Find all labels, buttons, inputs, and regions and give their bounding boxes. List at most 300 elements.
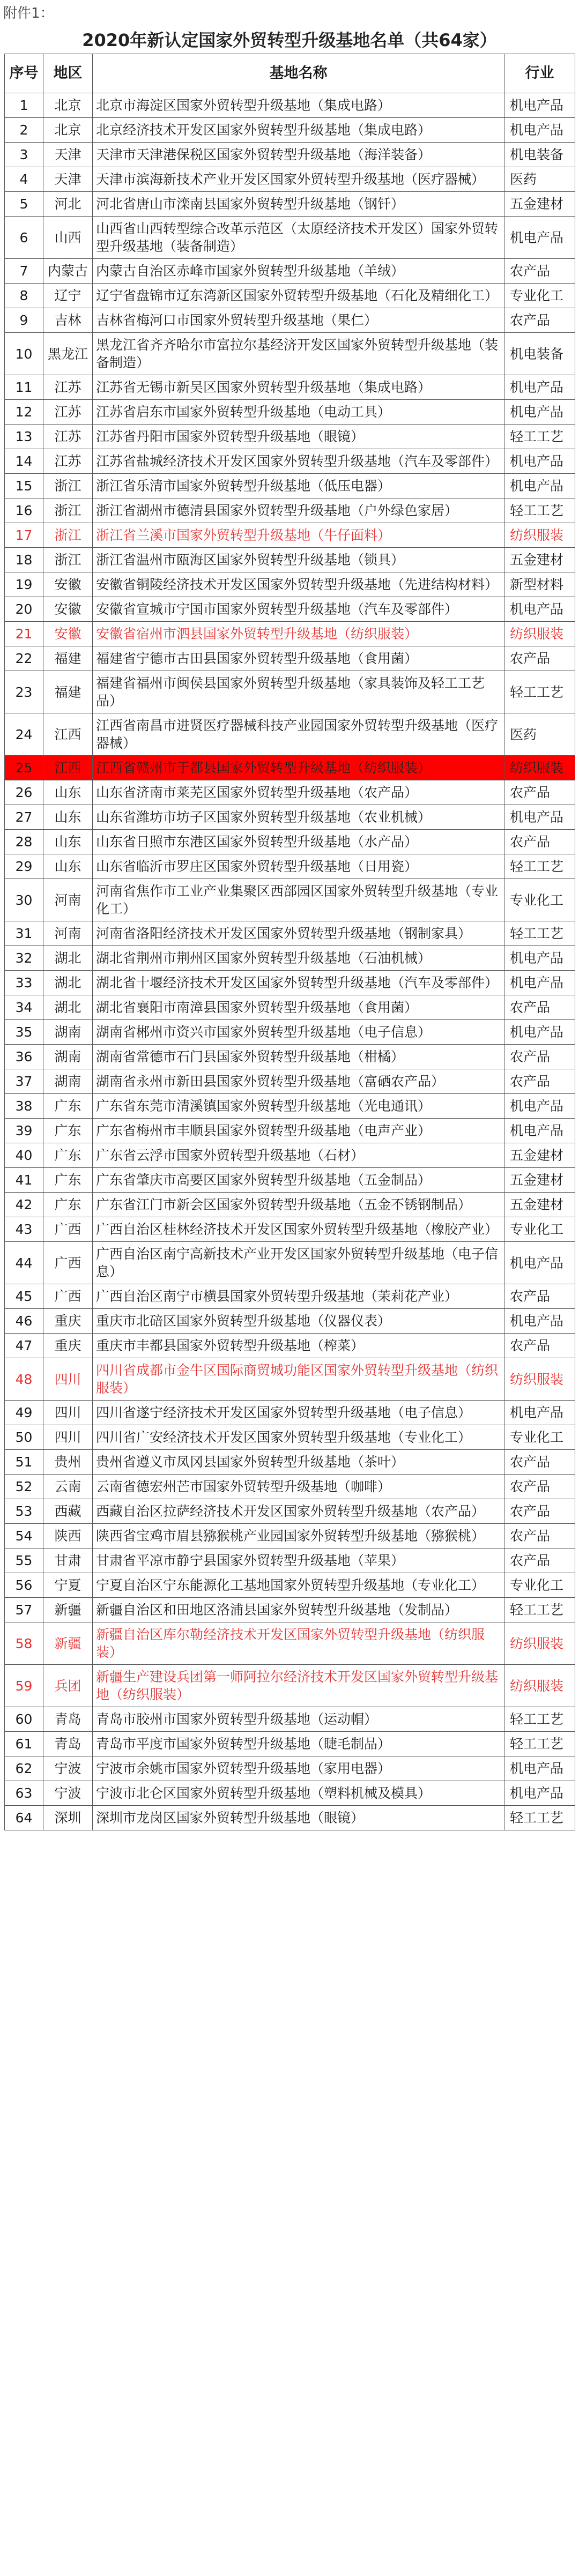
cell-no: 53	[5, 1499, 43, 1524]
table-row	[5, 308, 575, 333]
cell-no: 46	[5, 1309, 43, 1334]
cell-region: 贵州	[43, 1450, 93, 1475]
cell-industry: 农产品	[504, 1499, 575, 1524]
cell-industry: 农产品	[504, 1045, 575, 1069]
table-row	[5, 1548, 575, 1573]
cell-industry: 专业化工	[504, 1425, 575, 1450]
cell-industry: 农产品	[504, 308, 575, 333]
table-row	[5, 1622, 575, 1665]
cell-no: 57	[5, 1598, 43, 1622]
table-row	[5, 1401, 575, 1425]
cell-industry: 农产品	[504, 1548, 575, 1573]
cell-region: 新疆	[43, 1598, 93, 1622]
cell-name: 江苏省无锡市新吴区国家外贸转型升级基地（集成电路）	[93, 375, 504, 400]
cell-no: 19	[5, 572, 43, 597]
table-row	[5, 1806, 575, 1830]
cell-no: 63	[5, 1781, 43, 1806]
table-row	[5, 1168, 575, 1193]
cell-industry: 机电产品	[504, 1119, 575, 1143]
table-row	[5, 780, 575, 805]
cell-name: 西藏自治区拉萨经济技术开发区国家外贸转型升级基地（农产品）	[93, 1499, 504, 1524]
table-row	[5, 1284, 575, 1309]
cell-name: 重庆市丰都县国家外贸转型升级基地（榨菜）	[93, 1334, 504, 1358]
table-row	[5, 333, 575, 375]
cell-no: 3	[5, 143, 43, 167]
cell-region: 江苏	[43, 449, 93, 474]
cell-no: 31	[5, 921, 43, 946]
cell-no: 17	[5, 523, 43, 548]
cell-name: 广东省梅州市丰顺县国家外贸转型升级基地（电声产业）	[93, 1119, 504, 1143]
cell-no: 18	[5, 548, 43, 572]
cell-no: 7	[5, 259, 43, 284]
table-row	[5, 1499, 575, 1524]
cell-region: 湖南	[43, 1045, 93, 1069]
cell-no: 61	[5, 1732, 43, 1756]
cell-no: 41	[5, 1168, 43, 1193]
cell-name: 山东省日照市东港区国家外贸转型升级基地（水产品）	[93, 830, 504, 854]
cell-no: 40	[5, 1143, 43, 1168]
cell-region: 北京	[43, 118, 93, 143]
table-row	[5, 946, 575, 971]
cell-industry: 机电产品	[504, 946, 575, 971]
cell-industry: 轻工工艺	[504, 921, 575, 946]
cell-industry: 农产品	[504, 995, 575, 1020]
cell-no: 21	[5, 622, 43, 646]
cell-region: 山东	[43, 830, 93, 854]
cell-region: 广东	[43, 1193, 93, 1217]
cell-region: 安徽	[43, 622, 93, 646]
table-row	[5, 1217, 575, 1242]
cell-no: 29	[5, 854, 43, 879]
cell-region: 重庆	[43, 1309, 93, 1334]
cell-name: 湖北省十堰经济技术开发区国家外贸转型升级基地（汽车及零部件）	[93, 971, 504, 995]
cell-region: 陕西	[43, 1524, 93, 1548]
header-region: 地区	[43, 54, 93, 93]
cell-name: 深圳市龙岗区国家外贸转型升级基地（眼镜）	[93, 1806, 504, 1830]
cell-name: 福建省福州市闽侯县国家外贸转型升级基地（家具装饰及轻工工艺品）	[93, 671, 504, 713]
table-row	[5, 921, 575, 946]
cell-no: 13	[5, 425, 43, 449]
cell-name: 浙江省兰溪市国家外贸转型升级基地（牛仔面料）	[93, 523, 504, 548]
header-no: 序号	[5, 54, 43, 93]
table-row	[5, 375, 575, 400]
cell-industry: 机电装备	[504, 333, 575, 375]
cell-industry: 农产品	[504, 1524, 575, 1548]
cell-industry: 农产品	[504, 780, 575, 805]
cell-industry: 机电产品	[504, 1781, 575, 1806]
cell-name: 湖北省荆州市荆州区国家外贸转型升级基地（石油机械）	[93, 946, 504, 971]
cell-region: 深圳	[43, 1806, 93, 1830]
cell-name: 江苏省盐城经济技术开发区国家外贸转型升级基地（汽车及零部件）	[93, 449, 504, 474]
cell-industry: 新型材料	[504, 572, 575, 597]
cell-name: 浙江省乐清市国家外贸转型升级基地（低压电器）	[93, 474, 504, 498]
cell-no: 54	[5, 1524, 43, 1548]
cell-industry: 五金建材	[504, 1193, 575, 1217]
table-row	[5, 1334, 575, 1358]
table-row	[5, 143, 575, 167]
cell-region: 吉林	[43, 308, 93, 333]
cell-industry: 轻工工艺	[504, 671, 575, 713]
table-row	[5, 1598, 575, 1622]
table-row	[5, 971, 575, 995]
cell-industry: 轻工工艺	[504, 1732, 575, 1756]
cell-no: 2	[5, 118, 43, 143]
table-row	[5, 1094, 575, 1119]
table-row	[5, 259, 575, 284]
cell-industry: 纺织服装	[504, 1358, 575, 1401]
cell-name: 广西自治区南宁市横县国家外贸转型升级基地（茉莉花产业）	[93, 1284, 504, 1309]
cell-region: 青岛	[43, 1707, 93, 1732]
cell-region: 四川	[43, 1401, 93, 1425]
cell-name: 江苏省丹阳市国家外贸转型升级基地（眼镜）	[93, 425, 504, 449]
cell-region: 山东	[43, 854, 93, 879]
cell-no: 39	[5, 1119, 43, 1143]
table-row	[5, 1069, 575, 1094]
table-row	[5, 1045, 575, 1069]
cell-region: 江苏	[43, 400, 93, 425]
cell-name: 安徽省宣城市宁国市国家外贸转型升级基地（汽车及零部件）	[93, 597, 504, 622]
cell-industry: 机电产品	[504, 1094, 575, 1119]
table-row	[5, 713, 575, 756]
table-row	[5, 425, 575, 449]
cell-name: 宁波市余姚市国家外贸转型升级基地（家用电器）	[93, 1756, 504, 1781]
cell-name: 湖北省襄阳市南漳县国家外贸转型升级基地（食用菌）	[93, 995, 504, 1020]
cell-no: 55	[5, 1548, 43, 1573]
cell-name: 四川省成都市金牛区国际商贸城功能区国家外贸转型升级基地（纺织服装）	[93, 1358, 504, 1401]
table-row	[5, 1475, 575, 1499]
cell-region: 湖南	[43, 1069, 93, 1094]
table-row	[5, 597, 575, 622]
table-row	[5, 1665, 575, 1707]
cell-no: 36	[5, 1045, 43, 1069]
header-industry: 行业	[504, 54, 575, 93]
cell-region: 湖北	[43, 946, 93, 971]
cell-region: 福建	[43, 646, 93, 671]
table-row	[5, 498, 575, 523]
cell-no: 11	[5, 375, 43, 400]
cell-no: 23	[5, 671, 43, 713]
cell-name: 湖南省郴州市资兴市国家外贸转型升级基地（电子信息）	[93, 1020, 504, 1045]
cell-industry: 机电产品	[504, 449, 575, 474]
base-list-table	[4, 54, 575, 1830]
cell-no: 27	[5, 805, 43, 830]
cell-name: 江西省南昌市进贤医疗器械科技产业园国家外贸转型升级基地（医疗器械）	[93, 713, 504, 756]
cell-name: 安徽省宿州市泗县国家外贸转型升级基地（纺织服装）	[93, 622, 504, 646]
table-row	[5, 400, 575, 425]
cell-region: 浙江	[43, 523, 93, 548]
cell-no: 38	[5, 1094, 43, 1119]
cell-industry: 医药	[504, 713, 575, 756]
cell-no: 42	[5, 1193, 43, 1217]
table-row	[5, 622, 575, 646]
cell-no: 33	[5, 971, 43, 995]
cell-industry: 医药	[504, 167, 575, 192]
cell-no: 37	[5, 1069, 43, 1094]
table-row	[5, 1573, 575, 1598]
cell-name: 重庆市北碚区国家外贸转型升级基地（仪器仪表）	[93, 1309, 504, 1334]
cell-region: 湖北	[43, 995, 93, 1020]
cell-region: 广东	[43, 1094, 93, 1119]
cell-no: 48	[5, 1358, 43, 1401]
cell-no: 12	[5, 400, 43, 425]
cell-name: 山东省济南市莱芜区国家外贸转型升级基地（农产品）	[93, 780, 504, 805]
cell-no: 50	[5, 1425, 43, 1450]
cell-no: 32	[5, 946, 43, 971]
cell-region: 江苏	[43, 375, 93, 400]
cell-name: 甘肃省平凉市静宁县国家外贸转型升级基地（苹果）	[93, 1548, 504, 1573]
cell-no: 59	[5, 1665, 43, 1707]
cell-region: 湖北	[43, 971, 93, 995]
table-row	[5, 830, 575, 854]
cell-name: 山东省临沂市罗庄区国家外贸转型升级基地（日用瓷）	[93, 854, 504, 879]
cell-industry: 农产品	[504, 1284, 575, 1309]
cell-no: 52	[5, 1475, 43, 1499]
cell-region: 浙江	[43, 548, 93, 572]
table-body	[5, 93, 575, 1830]
cell-no: 4	[5, 167, 43, 192]
cell-industry: 农产品	[504, 1069, 575, 1094]
cell-industry: 机电产品	[504, 1756, 575, 1781]
cell-name: 宁波市北仑区国家外贸转型升级基地（塑料机械及模具）	[93, 1781, 504, 1806]
table-header-row	[5, 54, 575, 93]
table-row	[5, 671, 575, 713]
cell-no: 25	[5, 756, 43, 780]
cell-name: 湖南省常德市石门县国家外贸转型升级基地（柑橘）	[93, 1045, 504, 1069]
cell-no: 8	[5, 284, 43, 308]
table-row	[5, 1450, 575, 1475]
cell-no: 34	[5, 995, 43, 1020]
table-row	[5, 1119, 575, 1143]
table-row	[5, 1732, 575, 1756]
table-row	[5, 284, 575, 308]
cell-no: 58	[5, 1622, 43, 1665]
cell-region: 江西	[43, 756, 93, 780]
cell-industry: 机电产品	[504, 1242, 575, 1284]
cell-region: 四川	[43, 1425, 93, 1450]
cell-industry: 轻工工艺	[504, 854, 575, 879]
cell-region: 广西	[43, 1217, 93, 1242]
table-row	[5, 548, 575, 572]
cell-industry: 专业化工	[504, 1217, 575, 1242]
cell-no: 16	[5, 498, 43, 523]
cell-region: 重庆	[43, 1334, 93, 1358]
table-row	[5, 879, 575, 921]
table-row	[5, 1309, 575, 1334]
table-row	[5, 118, 575, 143]
cell-region: 广东	[43, 1119, 93, 1143]
cell-no: 22	[5, 646, 43, 671]
table-row	[5, 1524, 575, 1548]
cell-name: 四川省遂宁经济技术开发区国家外贸转型升级基地（电子信息）	[93, 1401, 504, 1425]
cell-name: 云南省德宏州芒市国家外贸转型升级基地（咖啡）	[93, 1475, 504, 1499]
cell-name: 浙江省湖州市德清县国家外贸转型升级基地（户外绿色家居）	[93, 498, 504, 523]
cell-name: 江苏省启东市国家外贸转型升级基地（电动工具）	[93, 400, 504, 425]
cell-region: 黑龙江	[43, 333, 93, 375]
cell-industry: 机电产品	[504, 400, 575, 425]
cell-region: 云南	[43, 1475, 93, 1499]
cell-region: 内蒙古	[43, 259, 93, 284]
cell-no: 30	[5, 879, 43, 921]
cell-no: 35	[5, 1020, 43, 1045]
cell-name: 辽宁省盘锦市辽东湾新区国家外贸转型升级基地（石化及精细化工）	[93, 284, 504, 308]
cell-region: 河南	[43, 879, 93, 921]
table-row	[5, 192, 575, 217]
cell-industry: 轻工工艺	[504, 1598, 575, 1622]
cell-name: 北京市海淀区国家外贸转型升级基地（集成电路）	[93, 93, 504, 118]
table-row	[5, 572, 575, 597]
table-row	[5, 217, 575, 259]
cell-no: 51	[5, 1450, 43, 1475]
cell-industry: 机电产品	[504, 118, 575, 143]
cell-industry: 五金建材	[504, 548, 575, 572]
table-row	[5, 646, 575, 671]
cell-name: 广西自治区南宁高新技术产业开发区国家外贸转型升级基地（电子信息）	[93, 1242, 504, 1284]
cell-industry: 纺织服装	[504, 1665, 575, 1707]
cell-no: 9	[5, 308, 43, 333]
cell-name: 内蒙古自治区赤峰市国家外贸转型升级基地（羊绒）	[93, 259, 504, 284]
cell-name: 广东省云浮市国家外贸转型升级基地（石材）	[93, 1143, 504, 1168]
cell-no: 45	[5, 1284, 43, 1309]
cell-region: 安徽	[43, 572, 93, 597]
cell-name: 广东省肇庆市高要区国家外贸转型升级基地（五金制品）	[93, 1168, 504, 1193]
cell-name: 河北省唐山市滦南县国家外贸转型升级基地（钢钎）	[93, 192, 504, 217]
cell-name: 福建省宁德市古田县国家外贸转型升级基地（食用菌）	[93, 646, 504, 671]
cell-industry: 机电产品	[504, 1401, 575, 1425]
cell-industry: 农产品	[504, 1475, 575, 1499]
cell-name: 湖南省永州市新田县国家外贸转型升级基地（富硒农产品）	[93, 1069, 504, 1094]
table-row	[5, 1425, 575, 1450]
cell-region: 广东	[43, 1168, 93, 1193]
cell-name: 广西自治区桂林经济技术开发区国家外贸转型升级基地（橡胶产业）	[93, 1217, 504, 1242]
cell-no: 49	[5, 1401, 43, 1425]
cell-industry: 五金建材	[504, 1143, 575, 1168]
attachment-label: 附件1：	[3, 5, 54, 21]
cell-region: 甘肃	[43, 1548, 93, 1573]
table-row	[5, 1242, 575, 1284]
cell-no: 1	[5, 93, 43, 118]
cell-region: 浙江	[43, 498, 93, 523]
cell-no: 5	[5, 192, 43, 217]
cell-industry: 农产品	[504, 259, 575, 284]
cell-industry: 五金建材	[504, 1168, 575, 1193]
cell-name: 贵州省遵义市凤冈县国家外贸转型升级基地（茶叶）	[93, 1450, 504, 1475]
cell-no: 62	[5, 1756, 43, 1781]
header-name: 基地名称	[93, 54, 504, 93]
cell-industry: 专业化工	[504, 1573, 575, 1598]
cell-region: 河南	[43, 921, 93, 946]
table-row	[5, 1020, 575, 1045]
cell-name: 青岛市平度市国家外贸转型升级基地（睫毛制品）	[93, 1732, 504, 1756]
cell-industry: 机电产品	[504, 1309, 575, 1334]
cell-no: 60	[5, 1707, 43, 1732]
cell-region: 广西	[43, 1242, 93, 1284]
cell-region: 广西	[43, 1284, 93, 1309]
cell-name: 新疆自治区库尔勒经济技术开发区国家外贸转型升级基地（纺织服装）	[93, 1622, 504, 1665]
table-row	[5, 805, 575, 830]
cell-region: 辽宁	[43, 284, 93, 308]
cell-no: 56	[5, 1573, 43, 1598]
cell-region: 山西	[43, 217, 93, 259]
table-row	[5, 1193, 575, 1217]
cell-region: 福建	[43, 671, 93, 713]
cell-industry: 纺织服装	[504, 523, 575, 548]
cell-industry: 轻工工艺	[504, 1806, 575, 1830]
cell-name: 宁夏自治区宁东能源化工基地国家外贸转型升级基地（专业化工）	[93, 1573, 504, 1598]
table-row	[5, 756, 575, 780]
cell-industry: 纺织服装	[504, 622, 575, 646]
table-row	[5, 995, 575, 1020]
cell-industry: 机电产品	[504, 1020, 575, 1045]
cell-no: 43	[5, 1217, 43, 1242]
cell-no: 26	[5, 780, 43, 805]
table-row	[5, 1358, 575, 1401]
cell-industry: 机电产品	[504, 375, 575, 400]
cell-region: 湖南	[43, 1020, 93, 1045]
cell-region: 浙江	[43, 474, 93, 498]
cell-no: 10	[5, 333, 43, 375]
cell-industry: 机电产品	[504, 93, 575, 118]
cell-region: 西藏	[43, 1499, 93, 1524]
cell-name: 河南省焦作市工业产业集聚区西部园区国家外贸转型升级基地（专业化工）	[93, 879, 504, 921]
cell-industry: 纺织服装	[504, 756, 575, 780]
cell-name: 吉林省梅河口市国家外贸转型升级基地（果仁）	[93, 308, 504, 333]
cell-industry: 五金建材	[504, 192, 575, 217]
cell-industry: 轻工工艺	[504, 1707, 575, 1732]
table-row	[5, 1707, 575, 1732]
table-row	[5, 1143, 575, 1168]
cell-name: 天津市滨海新技术产业开发区国家外贸转型升级基地（医疗器械）	[93, 167, 504, 192]
cell-no: 14	[5, 449, 43, 474]
cell-no: 28	[5, 830, 43, 854]
cell-industry: 机电产品	[504, 474, 575, 498]
cell-name: 广东省东莞市清溪镇国家外贸转型升级基地（光电通讯）	[93, 1094, 504, 1119]
cell-industry: 机电产品	[504, 217, 575, 259]
cell-industry: 机电产品	[504, 597, 575, 622]
cell-name: 黑龙江省齐齐哈尔市富拉尔基经济开发区国家外贸转型升级基地（装备制造）	[93, 333, 504, 375]
cell-region: 青岛	[43, 1732, 93, 1756]
cell-region: 宁波	[43, 1756, 93, 1781]
cell-name: 新疆生产建设兵团第一师阿拉尔经济技术开发区国家外贸转型升级基地（纺织服装）	[93, 1665, 504, 1707]
cell-industry: 农产品	[504, 646, 575, 671]
cell-region: 山东	[43, 780, 93, 805]
cell-name: 浙江省温州市瓯海区国家外贸转型升级基地（锁具）	[93, 548, 504, 572]
cell-name: 新疆自治区和田地区洛浦县国家外贸转型升级基地（发制品）	[93, 1598, 504, 1622]
cell-name: 山东省潍坊市坊子区国家外贸转型升级基地（农业机械）	[93, 805, 504, 830]
table-row	[5, 1756, 575, 1781]
cell-name: 河南省洛阳经济技术开发区国家外贸转型升级基地（钢制家具）	[93, 921, 504, 946]
cell-region: 新疆	[43, 1622, 93, 1665]
cell-region: 天津	[43, 143, 93, 167]
cell-industry: 机电产品	[504, 971, 575, 995]
cell-no: 24	[5, 713, 43, 756]
page-title: 2020年新认定国家外贸转型升级基地名单（共64家）	[82, 30, 497, 50]
cell-industry: 机电产品	[504, 805, 575, 830]
cell-no: 64	[5, 1806, 43, 1830]
cell-industry: 轻工工艺	[504, 425, 575, 449]
cell-name: 广东省江门市新会区国家外贸转型升级基地（五金不锈钢制品）	[93, 1193, 504, 1217]
table-row	[5, 1781, 575, 1806]
cell-no: 6	[5, 217, 43, 259]
table-row	[5, 523, 575, 548]
cell-no: 15	[5, 474, 43, 498]
cell-region: 宁波	[43, 1781, 93, 1806]
table-row	[5, 167, 575, 192]
cell-industry: 机电装备	[504, 143, 575, 167]
cell-name: 四川省广安经济技术开发区国家外贸转型升级基地（专业化工）	[93, 1425, 504, 1450]
cell-region: 江苏	[43, 425, 93, 449]
cell-region: 广东	[43, 1143, 93, 1168]
cell-industry: 农产品	[504, 1334, 575, 1358]
